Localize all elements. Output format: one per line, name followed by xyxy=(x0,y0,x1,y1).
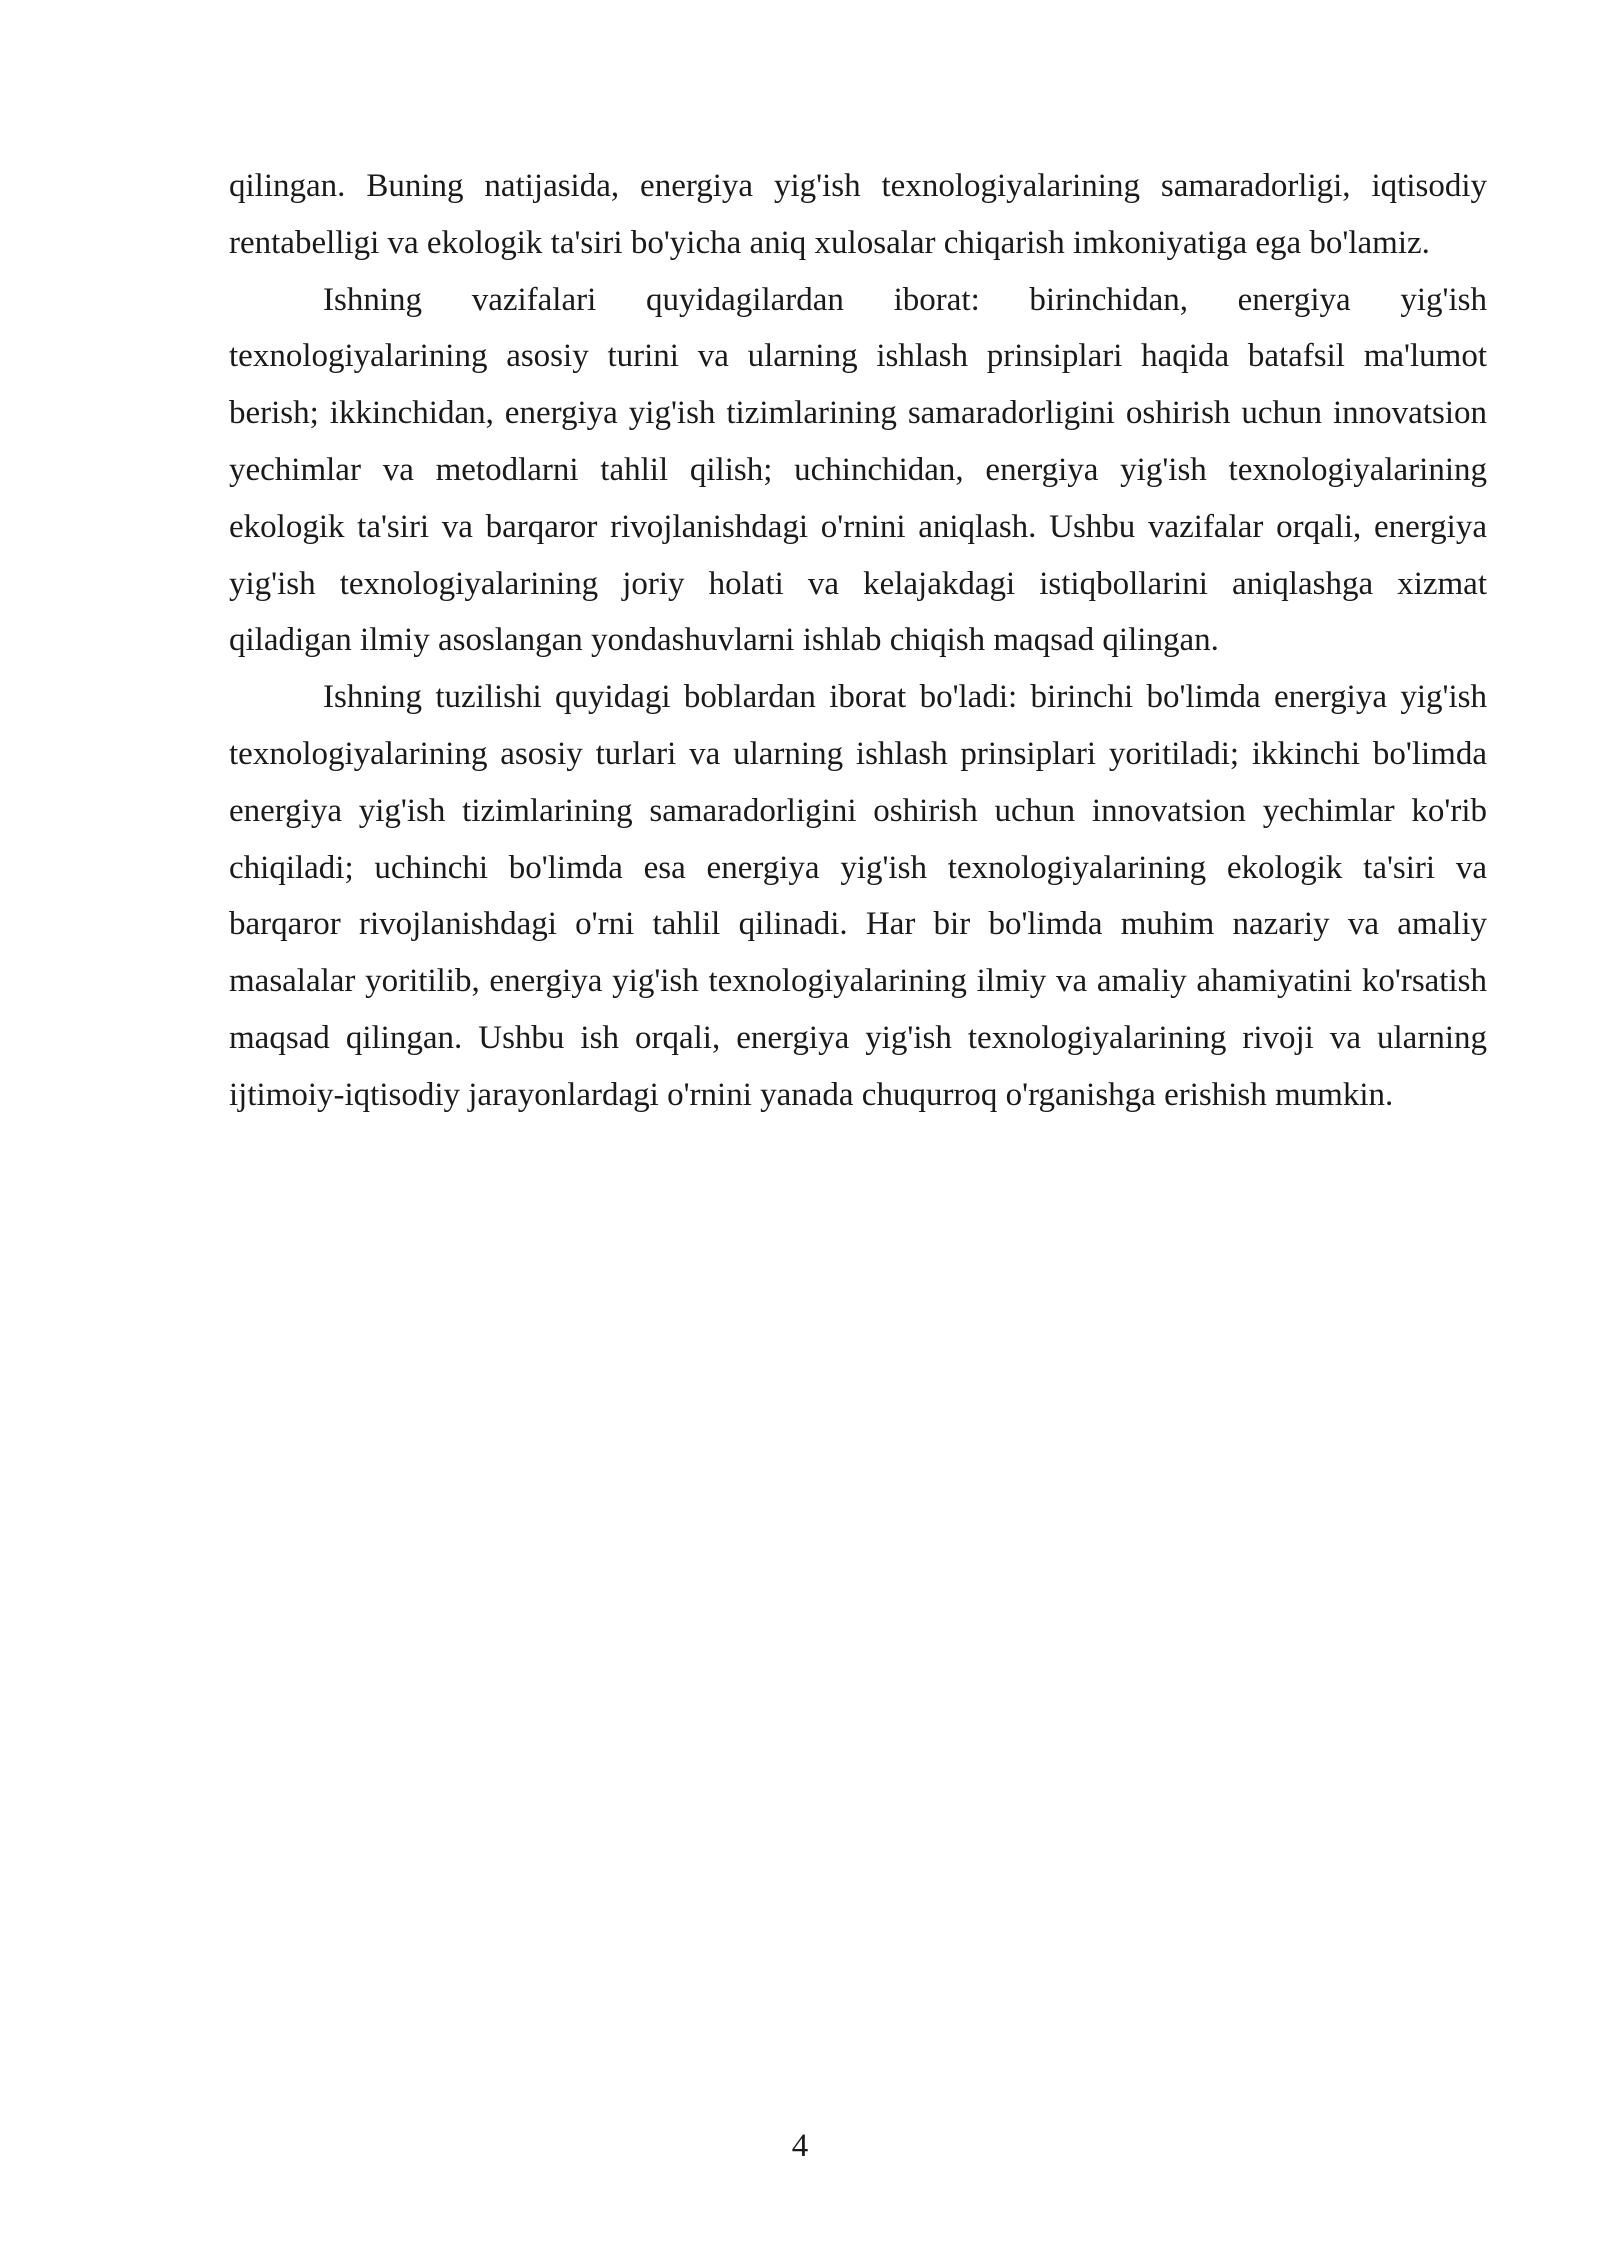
paragraph-tasks: Ishning vazifalari quyidagilardan iborat: birinchidan, energiya yig'ish texnologiyalarining asosiy turini va ularning ishlash prinsiplari haqida batafsil ma'lumot berish; ikkinchidan, energiya yig'ish tizimlarining samaradorligini oshirish uchun innovatsion yechimlar va metodlarni tahlil qilish; uchinchidan, energiya yig'ish texnologiyalarining ekologik ta'siri va barqaror rivojlanishdagi o'rnini aniqlash. Ushbu vazifalar orqali, energiya yig'ish texnologiyalarining joriy holati va kelajakdagi istiqbollarini aniqlashga xizmat qiladigan ilmiy asoslangan yondashuvlarni ishlab chiqish maqsad qilingan. xyxy=(229,281,1487,659)
paragraph-structure: Ishning tuzilishi quyidagi boblardan iborat bo'ladi: birinchi bo'limda energiya yig'ish texnologiyalarining asosiy turlari va ularning ishlash prinsiplari yoritiladi; ikkinchi bo'limda energiya yig'ish tizimlarining samaradorligini oshirish uchun innovatsion yechimlar ko'rib chiqiladi; uchinchi bo'limda esa energiya yig'ish texnologiyalarining ekologik ta'siri va barqaror rivojlanishdagi o'rni tahlil qilinadi. Har bir bo'limda muhim nazariy va amaliy masalalar yoritilib, energiya yig'ish texnologiyalarining ilmiy va amaliy ahamiyatini ko'rsatish maqsad qilingan. Ushbu ish orqali, energiya yig'ish texnologiyalarining rivoji va ularning ijtimoiy-iqtisodiy jarayonlardagi o'rnini yanada chuqurroq o'rganishga erishish mumkin. xyxy=(229,679,1487,1113)
paragraph-continuation: qilingan. Buning natijasida, energiya yig'ish texnologiyalarining samaradorligi, iqtisodiy rentabelligi va ekologik ta'siri bo'yicha aniq xulosalar chiqarish imkoniyatiga ega bo'lamiz. xyxy=(229,168,1487,261)
body-text xyxy=(229,158,1487,1124)
page-number: 4 xyxy=(791,2128,809,2164)
